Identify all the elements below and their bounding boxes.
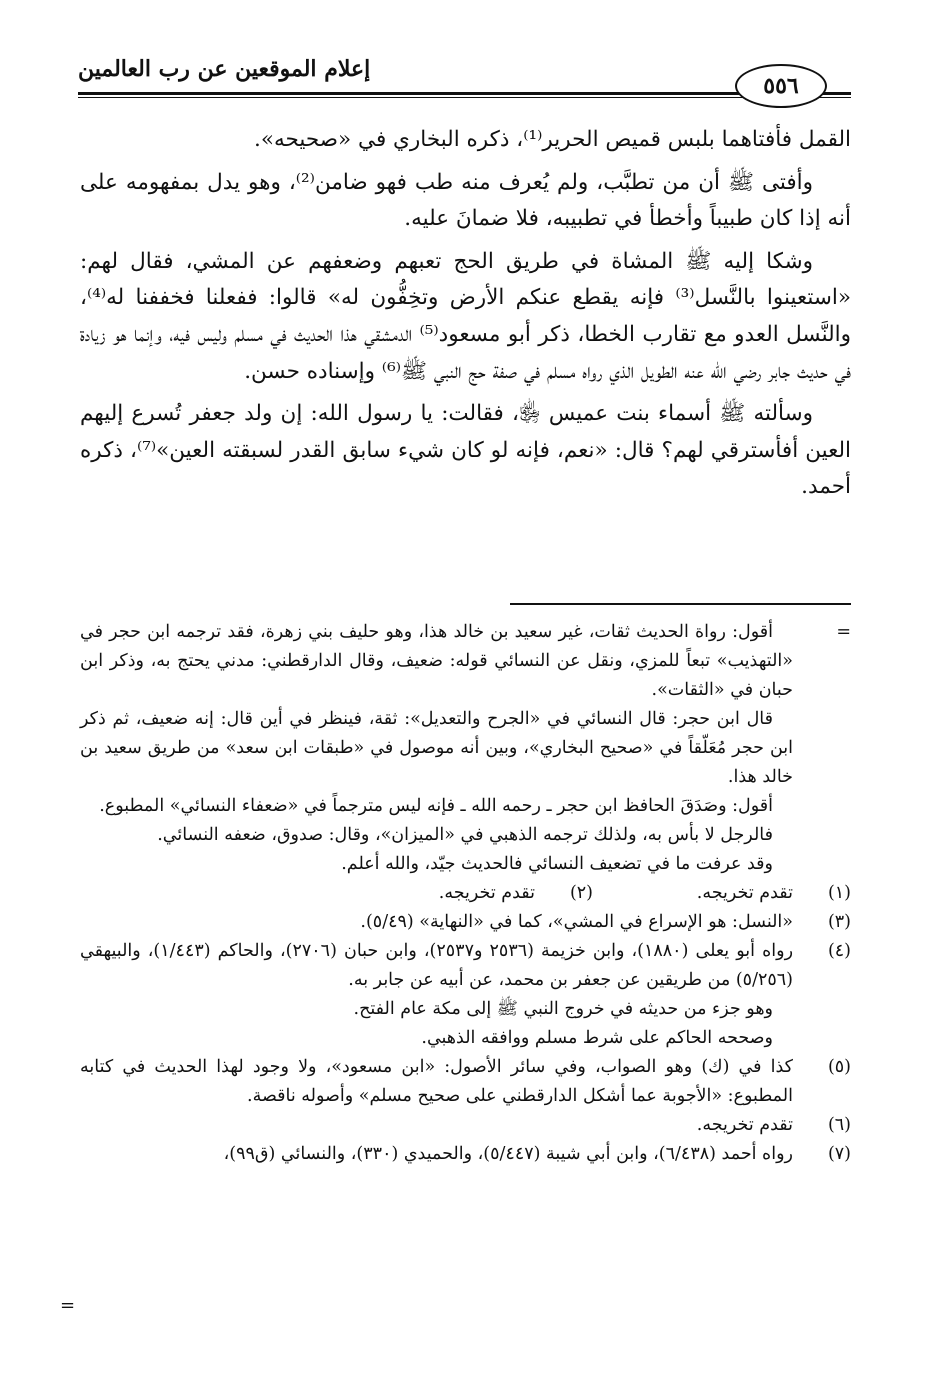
footnote-number: (٦) — [827, 1115, 851, 1135]
continued-note: أقول: وصَدَقَ الحافظ ابن حجر ـ رحمه الله ـ فإنه ليس مترجماً في «ضعفاء النسائي» المطبوع. — [99, 796, 773, 816]
footnote-3 — [80, 908, 851, 937]
continued-note: فالرجل لا بأس به، ولذلك ترجمه الذهبي في «الميزان»، وقال: صدوق، ضعفه النسائي. — [157, 825, 773, 845]
page-number-badge — [735, 64, 827, 108]
footnote-4-extra: وهو جزء من حديثه في خروج النبي ﷺ إلى مكة عام الفتح. — [353, 999, 773, 1019]
footnote-number: (٧) — [827, 1144, 851, 1164]
end-continuation-mark: = — [60, 1295, 76, 1316]
footnote-number: (١) — [827, 883, 851, 903]
footnote-5 — [80, 1053, 851, 1111]
footnote-1-2 — [80, 879, 851, 908]
footnote-number: (٤) — [827, 941, 851, 961]
footnote-7 — [80, 1140, 851, 1169]
footnote-separator — [510, 603, 851, 605]
continued-note: وقد عرفت ما في تضعيف النسائي فالحديث جيّد، والله أعلم. — [341, 854, 773, 874]
footnote-text: رواه أبو يعلى (١٨٨٠)، وابن خزيمة (٢٥٣٦ و٢٥٣٧)، وابن حبان (٢٧٠٦)، والحاكم (١/٤٤٣)، والبيهقي (٥/٢٥٦) من طريقين عن جعفر بن محمد، عن أبيه عن جابر به. — [80, 941, 794, 990]
header-rule-thin — [78, 97, 851, 98]
footnote-6 — [80, 1111, 851, 1140]
paragraph: وشكا إليه ﷺ المشاة في طريق الحج تعبهم وضعفهم عن المشي، فقال لهم: «استعينوا بالنَّسل⁽³⁾ فإنه يقطع عنكم الأرض وتخِفُّون له» قالوا: ففعلنا فخففنا له⁽⁴⁾، والنَّسل العدو مع تقارب الخطا، ذكر أبو مسعود⁽⁵⁾ الدمشقي هذا الحديث في مسلم وليس فيه، وإنما هو زيادة في حديث جابر رضي الله عنه الطويل الذي رواه مسلم في صفة حج النبي ﷺ⁽⁶⁾ وإسناده حسن. — [80, 248, 851, 384]
paragraph: القمل فأفتاهما بلبس قميص الحرير⁽¹⁾، ذكره البخاري في «صحيحه». — [254, 127, 851, 152]
footnote-number: (٣) — [827, 912, 851, 932]
footnote-text: كذا في (ك) وهو الصواب، وفي سائر الأصول: «ابن مسعود»، ولا وجود لهذا الحديث في كتابه المطبوع: «الأجوبة عما أشكل الدارقطني على صحيح مسلم» وأصوله ناقصة. — [80, 1057, 793, 1106]
header-rule — [78, 92, 851, 95]
footnote-text: تقدم تخريجه. — [696, 1115, 793, 1135]
book-title: إعلام الموقعين عن رب العالمين — [78, 56, 371, 82]
main-text — [80, 122, 851, 512]
footnote-text: تقدم تخريجه. — [438, 883, 535, 903]
footnote-text: تقدم تخريجه. — [696, 883, 793, 903]
footnote-4-extra: وصححه الحاكم على شرط مسلم ووافقه الذهبي. — [421, 1028, 773, 1048]
page-number: ٥٥٦ — [763, 73, 799, 99]
paragraph: وسألته ﷺ أسماء بنت عميس ﵂، فقالت: يا رسول الله: إن ولد جعفر تُسرع إليهم العين أفأسترقي لهم؟ قال: «نعم، فإنه لو كان شيء سابق القدر لسبقته العين»⁽⁷⁾، ذكره أحمد. — [80, 401, 851, 500]
paragraph: وأفتى ﷺ أن من تطبَّب، ولم يُعرف منه طب فهو ضامن⁽²⁾، وهو يدل بمفهومه على أنه إذا كان طبيباً وأخطأ في تطبيبه، فلا ضمانَ عليه. — [80, 169, 851, 232]
footnote-number: (٥) — [827, 1057, 851, 1077]
continuation-mark: = — [836, 622, 851, 642]
running-header — [78, 52, 851, 102]
footnote-number: (٢) — [569, 883, 593, 903]
footnote-4 — [80, 937, 851, 995]
footnote-text: رواه أحمد (٦/٤٣٨)، وابن أبي شيبة (٥/٤٤٧)، والحميدي (٣٣٠)، والنسائي (ق٩٩)، — [223, 1144, 793, 1164]
continued-note: أقول: رواة الحديث ثقات، غير سعيد بن خالد هذا، وهو حليف بني زهرة، فقد ترجمه ابن حجر في «التهذيب» تبعاً للمزي، ونقل عن النسائي قوله: ضعيف، وقال الدارقطني: مدني يحتج به، وذكر ابن حبان في «الثقات». — [80, 622, 793, 700]
continued-note: قال ابن حجر: قال النسائي في «الجرح والتعديل»: ثقة، فينظر في أين قال: إنه ضعيف، ثم ذكر ابن حجر مُعَلّقاً في «صحيح البخاري»، وبين أنه موصول في «طبقات ابن سعد» من طريق سعيد بن خالد هذا. — [80, 709, 793, 787]
footnotes — [80, 618, 851, 1169]
footnote-text: «النسل: هو الإسراع في المشي»، كما في «النهاية» (٥/٤٩). — [360, 912, 793, 932]
